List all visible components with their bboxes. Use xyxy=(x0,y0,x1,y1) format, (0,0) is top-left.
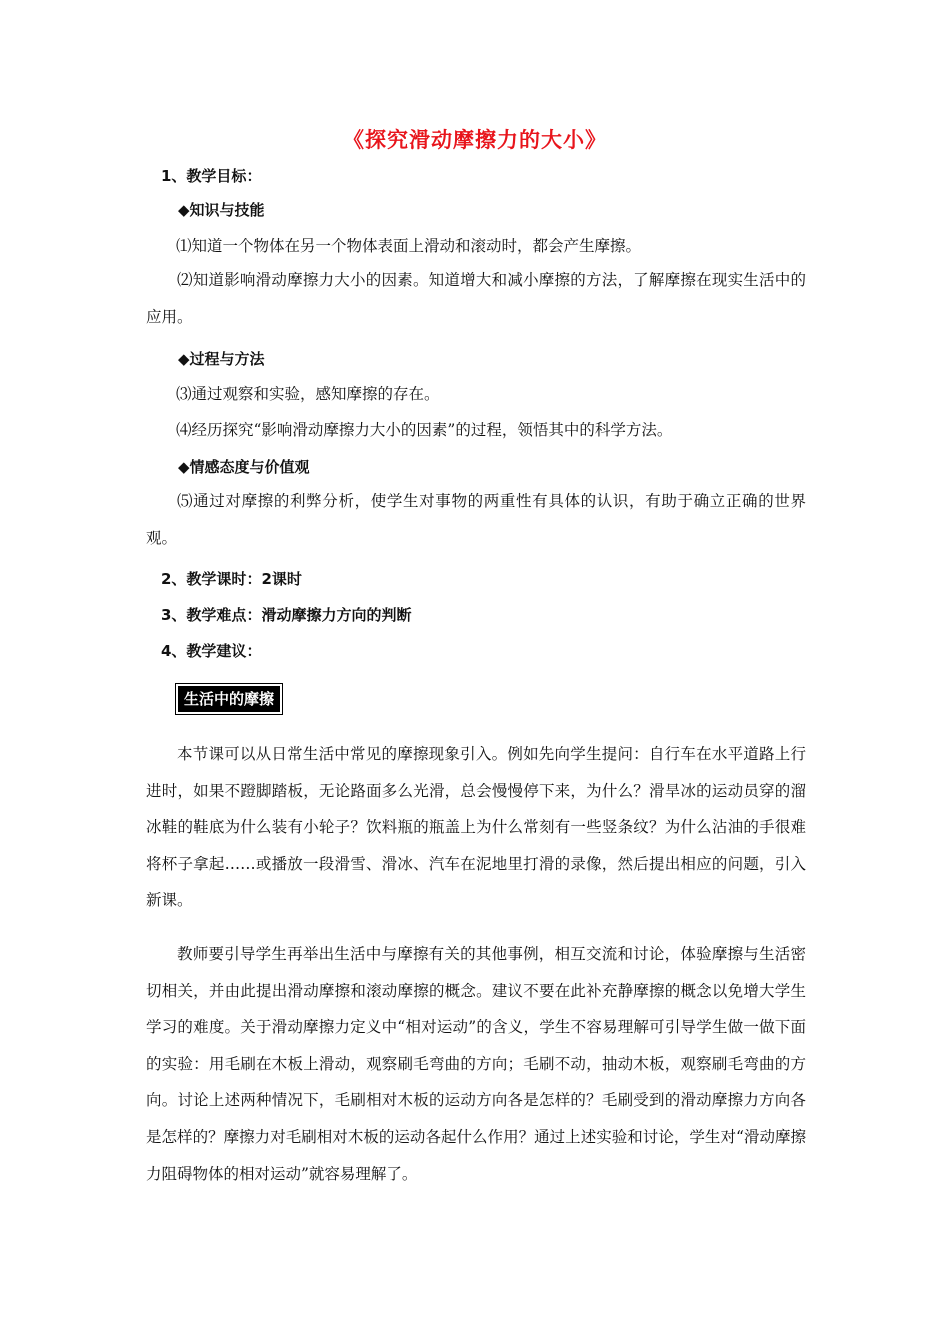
goal-item-1: ⑴知道一个物体在另一个物体表面上滑动和滚动时，都会产生摩擦。 xyxy=(176,237,642,255)
section-box-label: 生活中的摩擦 xyxy=(178,686,280,712)
difficulty-line: 3、教学难点：滑动摩擦力方向的判断 xyxy=(161,606,412,624)
process-heading: ◆过程与方法 xyxy=(178,350,265,368)
paragraph-1: 本节课可以从日常生活中常见的摩擦现象引入。例如先向学生提问：自行车在水平道路上行进时，如果不蹬脚踏板，无论路面多么光滑，总会慢慢停下来，为什么？滑旱冰的运动员穿的溜冰鞋的鞋底为什么装有小轮子？饮料瓶的瓶盖上为什么常刻有一些竖条纹？为什么沾油的手很难将杯子拿起……或播放一段滑雪、滑冰、汽车在泥地里打滑的录像，然后提出相应的问题，引入新课。 xyxy=(146,745,806,910)
goal-item-2: ⑵知道影响滑动摩擦力大小的因素。知道增大和减小摩擦的方法，了解摩擦在现实生活中的应用。 xyxy=(146,271,806,326)
document-title: 《探究滑动摩擦力的大小》 xyxy=(343,128,607,152)
goals-heading: 1、教学目标： xyxy=(161,167,262,185)
goal-item-5: ⑸通过对摩擦的利弊分析，使学生对事物的两重性有具体的认识，有助于确立正确的世界观。 xyxy=(146,492,806,547)
paragraph-2: 教师要引导学生再举出生活中与摩擦有关的其他事例，相互交流和讨论，体验摩擦与生活密切相关，并由此提出滑动摩擦和滚动摩擦的概念。建议不要在此补充静摩擦的概念以免增大学生学习的难度。关于滑动摩擦力定义中“相对运动”的含义，学生不容易理解可引导学生做一做下面的实验：用毛刷在木板上滑动，观察刷毛弯曲的方向；毛刷不动，抽动木板，观察刷毛弯曲的方向。讨论上述两种情况下，毛刷相对木板的运动方向各是怎样的？毛刷受到的滑动摩擦力方向各是怎样的？摩擦力对毛刷相对木板的运动各起什么作用？通过上述实验和讨论，学生对“滑动摩擦力阻碍物体的相对运动”就容易理解了。 xyxy=(146,945,806,1183)
attitude-heading: ◆情感态度与价值观 xyxy=(178,458,310,476)
hours-line: 2、教学课时：2课时 xyxy=(161,570,302,588)
knowledge-heading: ◆知识与技能 xyxy=(178,201,265,219)
goal-item-4: ⑷经历探究“影响滑动摩擦力大小的因素”的过程，领悟其中的科学方法。 xyxy=(176,421,673,439)
suggestions-heading: 4、教学建议： xyxy=(161,642,262,660)
goal-item-3: ⑶通过观察和实验，感知摩擦的存在。 xyxy=(176,385,440,403)
